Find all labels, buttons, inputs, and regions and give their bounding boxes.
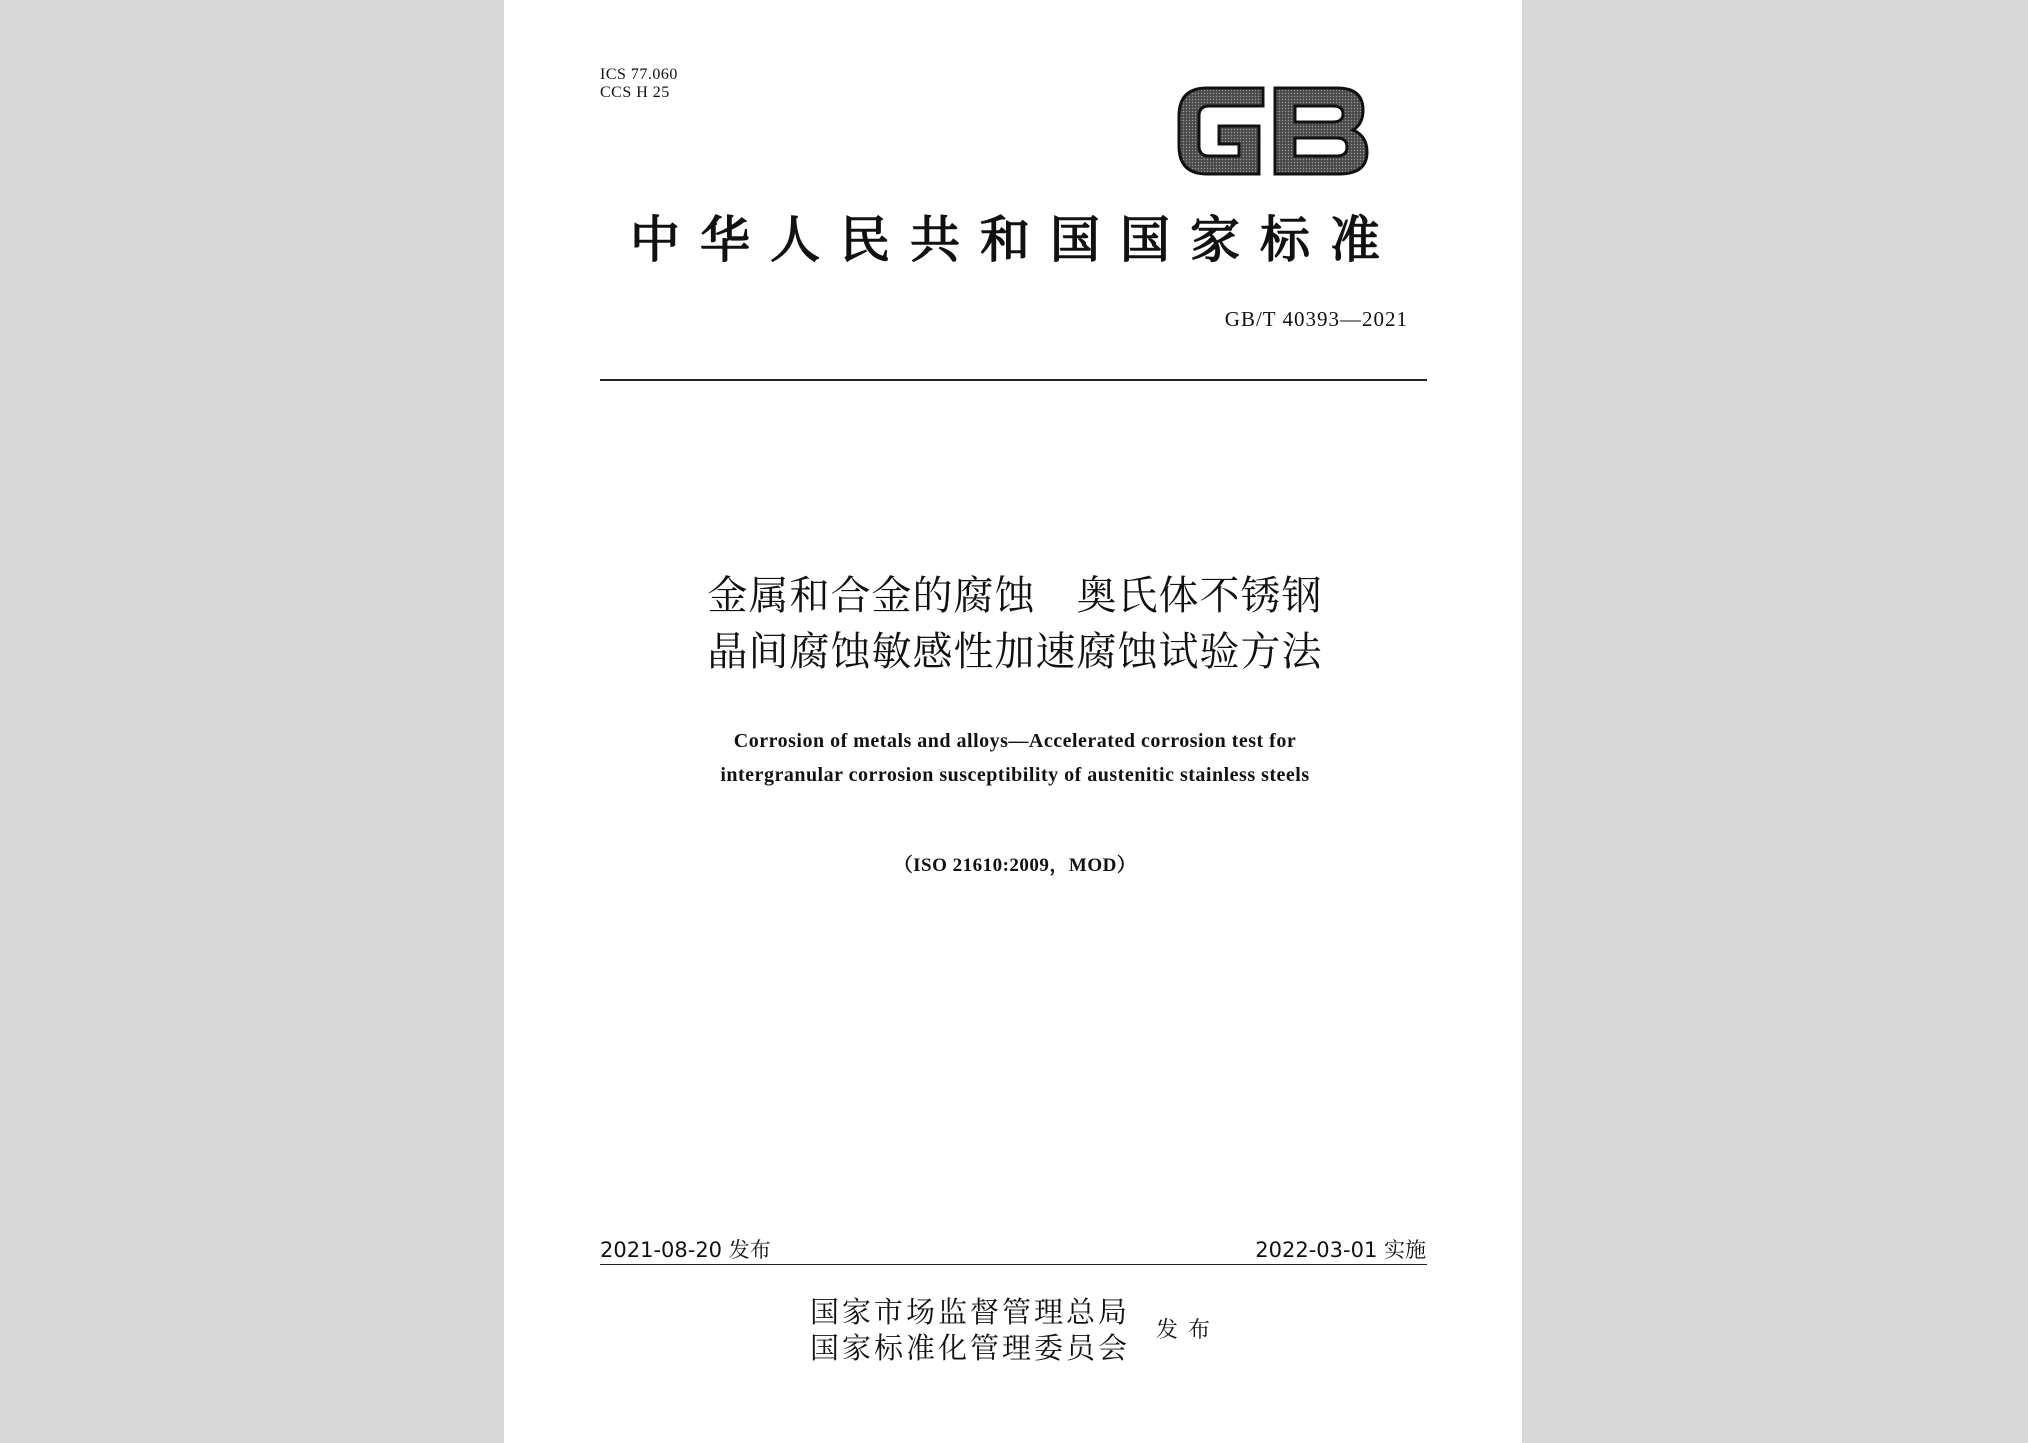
issue-date: 2021-08-20 发布: [600, 1238, 771, 1262]
issuer-line-1: 国家市场监督管理总局: [810, 1295, 1131, 1329]
issuing-authorities: [810, 1294, 1130, 1366]
english-title: [600, 724, 1430, 792]
gb-logo: [1167, 74, 1377, 186]
implementation-date: 2022-03-01 实施: [1255, 1238, 1426, 1262]
classification-codes: [600, 66, 678, 102]
gb-logo-graphic: [1167, 74, 1377, 186]
document-page: [504, 0, 1522, 1443]
top-divider: [600, 379, 1427, 381]
english-title-line-1: Corrosion of metals and alloys—Accelerated corrosion test for: [733, 730, 1297, 752]
chinese-title-line-2: 晶间腐蚀敏感性加速腐蚀试验方法: [707, 629, 1323, 675]
adoption-reference: （ISO 21610:2009，MOD）: [893, 855, 1137, 876]
bottom-divider: [600, 1264, 1427, 1265]
standard-number: GB/T 40393—2021: [1224, 307, 1408, 331]
issue-label: 发布: [1156, 1318, 1221, 1343]
chinese-title: [600, 568, 1430, 680]
ics-code: ICS 77.060: [600, 66, 678, 83]
ccs-code: CCS H 25: [600, 84, 670, 101]
national-standard-heading: 中华人民共和国国家标准: [630, 210, 1400, 269]
issuer-line-2: 国家标准化管理委员会: [810, 1331, 1131, 1365]
chinese-title-line-1: 金属和合金的腐蚀 奥氏体不锈钢: [707, 573, 1323, 619]
english-title-line-2: intergranular corrosion susceptibility of austenitic stainless steels: [720, 764, 1310, 786]
